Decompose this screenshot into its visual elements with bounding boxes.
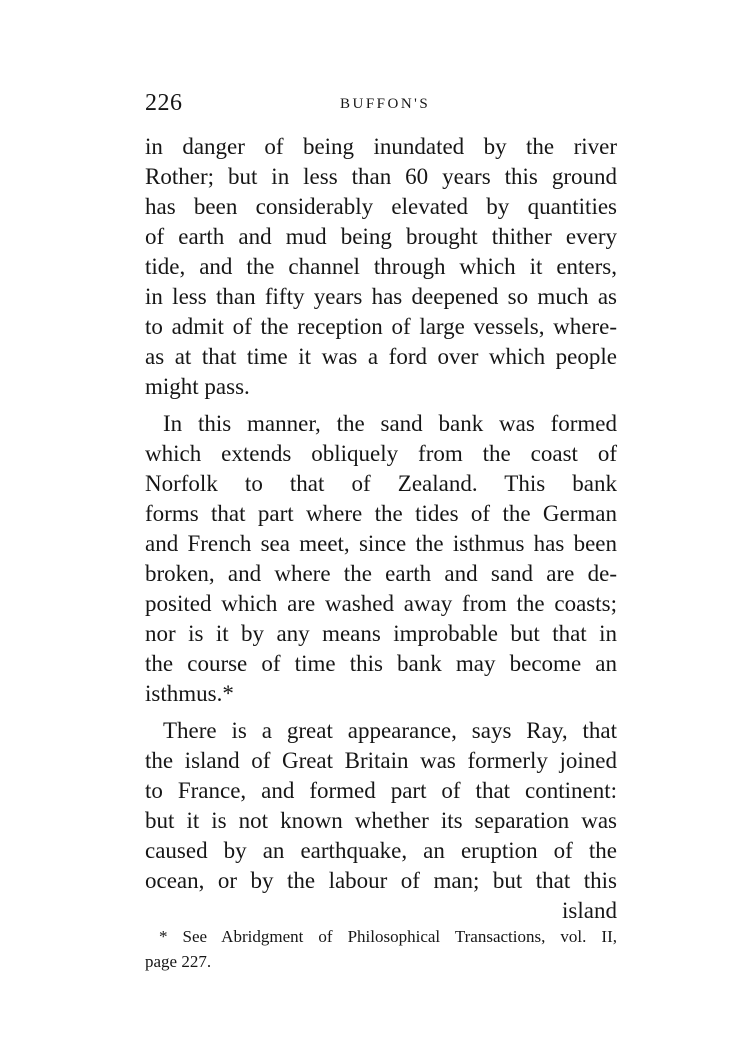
footnote [145, 924, 617, 974]
text-line: nor is it by any means improbable but that in [145, 621, 617, 646]
paragraph [145, 409, 617, 709]
text-line: which extends obliquely from the coast of [145, 441, 617, 466]
text-line: but it is not known whether its separation was [145, 808, 617, 833]
paragraph-gap [145, 709, 617, 716]
text-line: has been considerably elevated by quantities [145, 194, 617, 219]
text-line: broken, and where the earth and sand are de- [145, 561, 617, 586]
text-line: the course of time this bank may become an [145, 651, 617, 676]
text-line: ocean, or by the labour of man; but that this [145, 868, 617, 893]
paragraph [145, 132, 617, 402]
text-line: of earth and mud being brought thither every [145, 224, 617, 249]
paragraph [145, 716, 617, 896]
catchword: island [562, 898, 617, 923]
text-line: to admit of the reception of large vessels, where- [145, 314, 617, 339]
body-text [145, 132, 617, 926]
footnote-line: page 227. [145, 952, 212, 971]
footnote-line: * See Abridgment of Philosophical Transactions, vol. II, [159, 927, 617, 946]
text-line: forms that part where the tides of the German [145, 501, 617, 526]
text-line: There is a great appearance, says Ray, that [163, 718, 617, 743]
text-line: in danger of being inundated by the river [145, 134, 617, 159]
text-line: in less than fifty years has deepened so much as [145, 284, 617, 309]
text-line: tide, and the channel through which it enters, [145, 254, 617, 279]
page-number: 226 [145, 90, 183, 116]
text-line: isthmus.* [145, 681, 234, 706]
text-line: Norfolk to that of Zealand. This bank [145, 471, 617, 496]
text-line: posited which are washed away from the coasts; [145, 591, 617, 616]
running-head [145, 90, 615, 120]
text-line: as at that time it was a ford over which people [145, 344, 617, 369]
text-line: In this manner, the sand bank was formed [163, 411, 617, 436]
text-line: caused by an earthquake, an eruption of the [145, 838, 617, 863]
text-line: the island of Great Britain was formerly joined [145, 748, 617, 773]
text-line: might pass. [145, 374, 250, 399]
text-line: to France, and formed part of that continent: [145, 778, 617, 803]
paragraph-gap [145, 402, 617, 409]
text-line: Rother; but in less than 60 years this ground [145, 164, 617, 189]
running-title: BUFFON'S [340, 96, 431, 112]
text-line: and French sea meet, since the isthmus has been [145, 531, 617, 556]
